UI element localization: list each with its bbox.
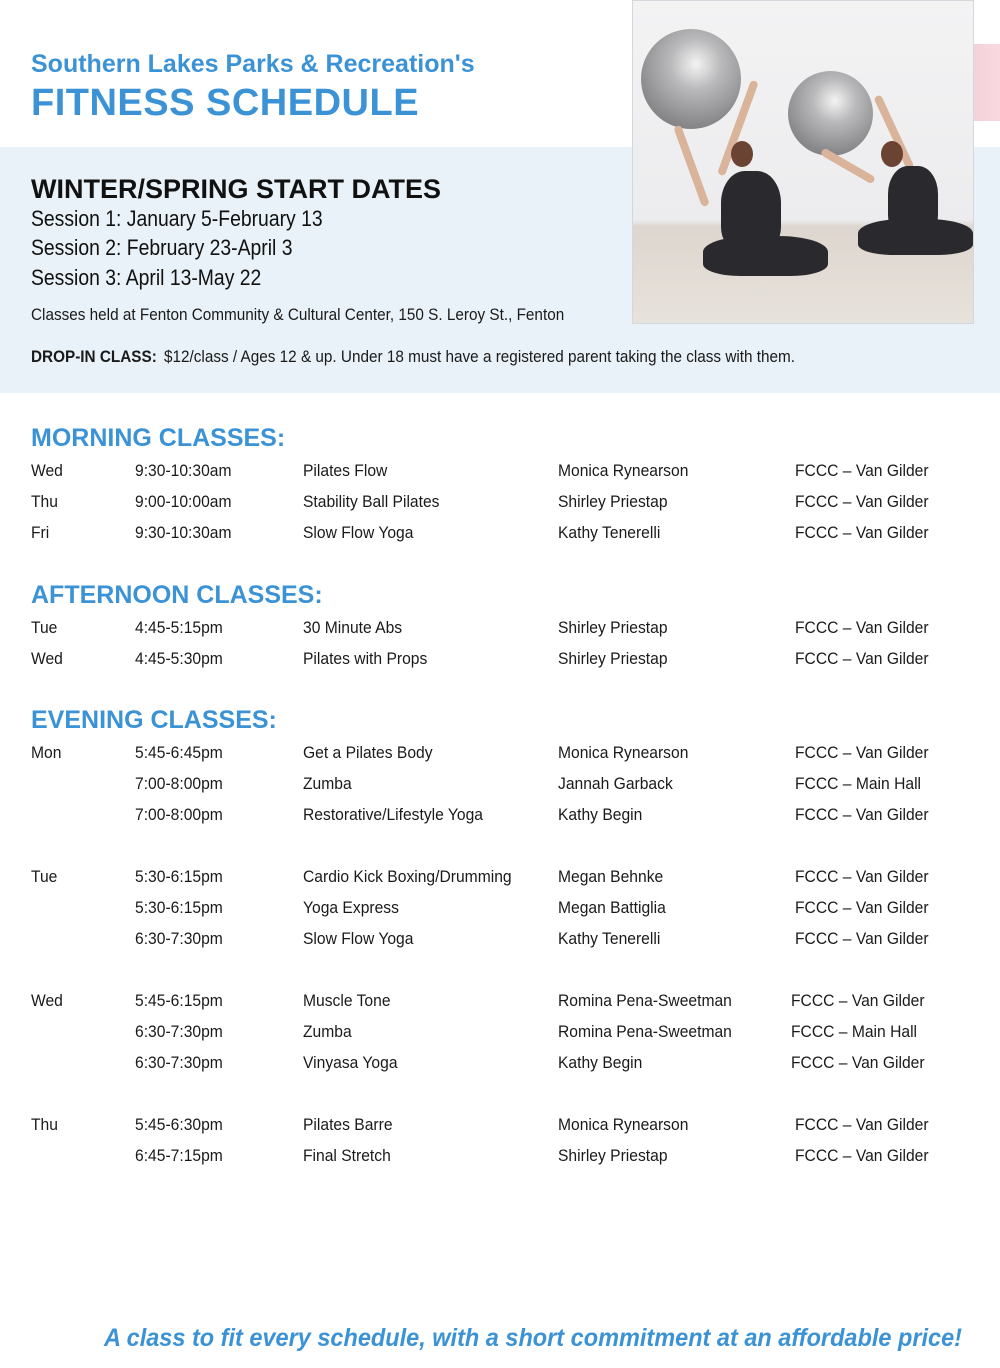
section-heading: EVENING CLASSES: [31, 706, 277, 734]
tagline: A class to fit every schedule, with a short commitment at an affordable price! [104, 1324, 962, 1352]
cell-time: 7:00-8:00pm [135, 774, 223, 793]
cell-class-name: Yoga Express [303, 898, 399, 917]
cell-location: FCCC – Van Gilder [795, 492, 929, 511]
cell-location: FCCC – Van Gilder [795, 898, 929, 917]
cell-location: FCCC – Van Gilder [795, 743, 929, 762]
cell-day: Wed [31, 991, 63, 1010]
cell-time: 5:45-6:30pm [135, 1115, 223, 1134]
cell-day: Tue [31, 618, 58, 637]
schedule-row [0, 774, 1000, 805]
schedule-row [0, 649, 1000, 680]
cell-day: Wed [31, 461, 63, 480]
cell-class-name: Zumba [303, 774, 352, 793]
cell-time: 5:45-6:15pm [135, 991, 223, 1010]
page-title: FITNESS SCHEDULE [31, 82, 420, 124]
cell-instructor: Shirley Priestap [558, 649, 668, 668]
cell-class-name: Get a Pilates Body [303, 743, 433, 762]
schedule-row [0, 523, 1000, 554]
cell-location: FCCC – Van Gilder [795, 523, 929, 542]
cell-class-name: Stability Ball Pilates [303, 492, 440, 511]
cell-instructor: Monica Rynearson [558, 1115, 689, 1134]
cell-class-name: Slow Flow Yoga [303, 929, 414, 948]
cell-time: 5:30-6:15pm [135, 898, 223, 917]
cell-time: 4:45-5:15pm [135, 618, 223, 637]
cell-class-name: Final Stretch [303, 1146, 391, 1165]
schedule-row [0, 461, 1000, 492]
cell-instructor: Romina Pena-Sweetman [558, 1022, 732, 1041]
schedule-row [0, 991, 1000, 1022]
schedule-row [0, 743, 1000, 774]
cell-class-name: Pilates Barre [303, 1115, 393, 1134]
cell-location: FCCC – Van Gilder [795, 867, 929, 886]
organization-subtitle: Southern Lakes Parks & Recreation's [31, 50, 475, 78]
cell-location: FCCC – Van Gilder [795, 805, 929, 824]
location-note: Classes held at Fenton Community & Cultural Center, 150 S. Leroy St., Fenton [31, 305, 565, 324]
schedule-row [0, 1053, 1000, 1084]
schedule-row [0, 1022, 1000, 1053]
cell-instructor: Shirley Priestap [558, 1146, 668, 1165]
cell-day: Thu [31, 1115, 58, 1134]
drop-in-label: DROP-IN CLASS: [31, 347, 157, 366]
cell-instructor: Megan Battiglia [558, 898, 666, 917]
fitness-photo [632, 0, 974, 324]
cell-day: Mon [31, 743, 62, 762]
cell-day: Fri [31, 523, 50, 542]
cell-time: 9:00-10:00am [135, 492, 232, 511]
cell-time: 9:30-10:30am [135, 461, 232, 480]
section-heading: MORNING CLASSES: [31, 424, 286, 452]
schedule-row [0, 1115, 1000, 1146]
cell-instructor: Shirley Priestap [558, 618, 668, 637]
cell-class-name: Slow Flow Yoga [303, 523, 414, 542]
schedule-row [0, 805, 1000, 836]
cell-class-name: Zumba [303, 1022, 352, 1041]
cell-class-name: Vinyasa Yoga [303, 1053, 398, 1072]
cell-location: FCCC – Van Gilder [795, 1146, 929, 1165]
cell-time: 4:45-5:30pm [135, 649, 223, 668]
schedule-row [0, 1146, 1000, 1177]
cell-day: Thu [31, 492, 58, 511]
cell-day: Wed [31, 649, 63, 668]
drop-in-info [31, 347, 795, 367]
schedule-row [0, 492, 1000, 523]
cell-location: FCCC – Van Gilder [795, 1115, 929, 1134]
cell-class-name: Muscle Tone [303, 991, 391, 1010]
cell-location: FCCC – Van Gilder [795, 618, 929, 637]
cell-instructor: Monica Rynearson [558, 461, 689, 480]
cell-time: 6:45-7:15pm [135, 1146, 223, 1165]
cell-time: 6:30-7:30pm [135, 1053, 223, 1072]
cell-time: 6:30-7:30pm [135, 929, 223, 948]
cell-instructor: Kathy Begin [558, 1053, 643, 1072]
cell-time: 7:00-8:00pm [135, 805, 223, 824]
cell-location: FCCC – Main Hall [795, 774, 922, 793]
cell-instructor: Kathy Tenerelli [558, 929, 661, 948]
cell-location: FCCC – Van Gilder [791, 1053, 925, 1072]
cell-time: 9:30-10:30am [135, 523, 232, 542]
cell-class-name: Cardio Kick Boxing/Drumming [303, 867, 512, 886]
cell-time: 5:45-6:45pm [135, 743, 223, 762]
schedule-row [0, 867, 1000, 898]
session-3: Session 3: April 13-May 22 [31, 265, 262, 290]
cell-class-name: 30 Minute Abs [303, 618, 403, 637]
cell-class-name: Pilates Flow [303, 461, 388, 480]
cell-day: Tue [31, 867, 58, 886]
cell-location: FCCC – Van Gilder [795, 649, 929, 668]
schedule-row [0, 929, 1000, 960]
schedule-row [0, 898, 1000, 929]
session-2: Session 2: February 23-April 3 [31, 235, 293, 260]
cell-location: FCCC – Van Gilder [791, 991, 925, 1010]
session-1: Session 1: January 5-February 13 [31, 206, 323, 231]
cell-instructor: Romina Pena-Sweetman [558, 991, 732, 1010]
section-heading: AFTERNOON CLASSES: [31, 581, 323, 609]
cell-time: 5:30-6:15pm [135, 867, 223, 886]
cell-instructor: Shirley Priestap [558, 492, 668, 511]
cell-instructor: Megan Behnke [558, 867, 664, 886]
schedule-row [0, 618, 1000, 649]
cell-location: FCCC – Main Hall [791, 1022, 918, 1041]
cell-instructor: Kathy Begin [558, 805, 643, 824]
cell-class-name: Restorative/Lifestyle Yoga [303, 805, 483, 824]
cell-time: 6:30-7:30pm [135, 1022, 223, 1041]
cell-class-name: Pilates with Props [303, 649, 428, 668]
cell-instructor: Kathy Tenerelli [558, 523, 661, 542]
cell-instructor: Jannah Garback [558, 774, 673, 793]
cell-instructor: Monica Rynearson [558, 743, 689, 762]
start-dates-heading: WINTER/SPRING START DATES [31, 174, 441, 204]
cell-location: FCCC – Van Gilder [795, 929, 929, 948]
drop-in-text: $12/class / Ages 12 & up. Under 18 must have a registered parent taking the class with them. [164, 347, 796, 366]
cell-location: FCCC – Van Gilder [795, 461, 929, 480]
